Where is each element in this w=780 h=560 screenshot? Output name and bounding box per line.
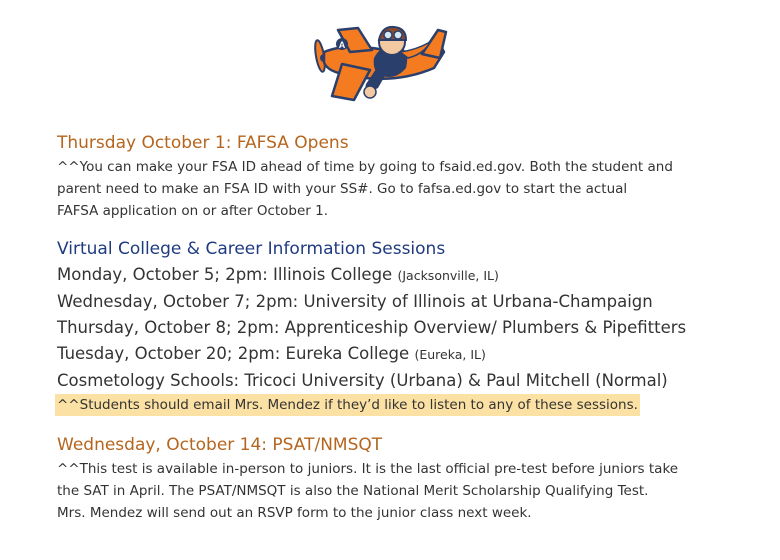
sessions-email-note: ^^Students should email Mrs. Mendez if they’d like to listen to any of these sessions. xyxy=(55,394,640,416)
sessions-heading: Virtual College & Career Information Sessions xyxy=(57,239,446,259)
session-text: Cosmetology Schools: Tricoci University (Urbana) & Paul Mitchell (Normal) xyxy=(57,371,668,390)
fafsa-heading: Thursday October 1: FAFSA Opens xyxy=(57,133,349,153)
session-item xyxy=(57,289,757,315)
fafsa-line: ^^You can make your FSA ID ahead of time by going to fsaid.ed.gov. Both the student and xyxy=(57,159,673,175)
session-location: (Eureka, IL) xyxy=(414,347,486,362)
session-item xyxy=(57,341,757,368)
psat-line: the SAT in April. The PSAT/NMSQT is also the National Merit Scholarship Qualifying Test. xyxy=(57,483,649,499)
session-item xyxy=(57,262,757,289)
session-text: Tuesday, October 20; 2pm: Eureka College xyxy=(57,344,410,363)
fafsa-line: parent need to make an FSA ID with your SS#. Go to fafsa.ed.gov to start the actual xyxy=(57,181,628,197)
psat-heading: Wednesday, October 14: PSAT/NMSQT xyxy=(57,435,383,455)
mascot-emblem-label: A xyxy=(338,40,346,50)
airplane-pilot-mascot-icon xyxy=(312,22,448,112)
session-text: Thursday, October 8; 2pm: Apprenticeship Overview/ Plumbers & Pipefitters xyxy=(57,318,687,337)
session-text: Wednesday, October 7; 2pm: University of Illinois at Urbana-Champaign xyxy=(57,292,653,311)
fafsa-line: FAFSA application on or after October 1. xyxy=(57,203,329,219)
psat-line: Mrs. Mendez will send out an RSVP form to the junior class next week. xyxy=(57,505,532,521)
session-location: (Jacksonville, IL) xyxy=(397,268,499,283)
session-item xyxy=(57,368,757,394)
announcements xyxy=(57,130,757,524)
session-item xyxy=(57,315,757,341)
session-text: Monday, October 5; 2pm: Illinois College xyxy=(57,265,393,284)
psat-line: ^^This test is available in-person to juniors. It is the last official pre-test before juniors take xyxy=(57,461,679,477)
